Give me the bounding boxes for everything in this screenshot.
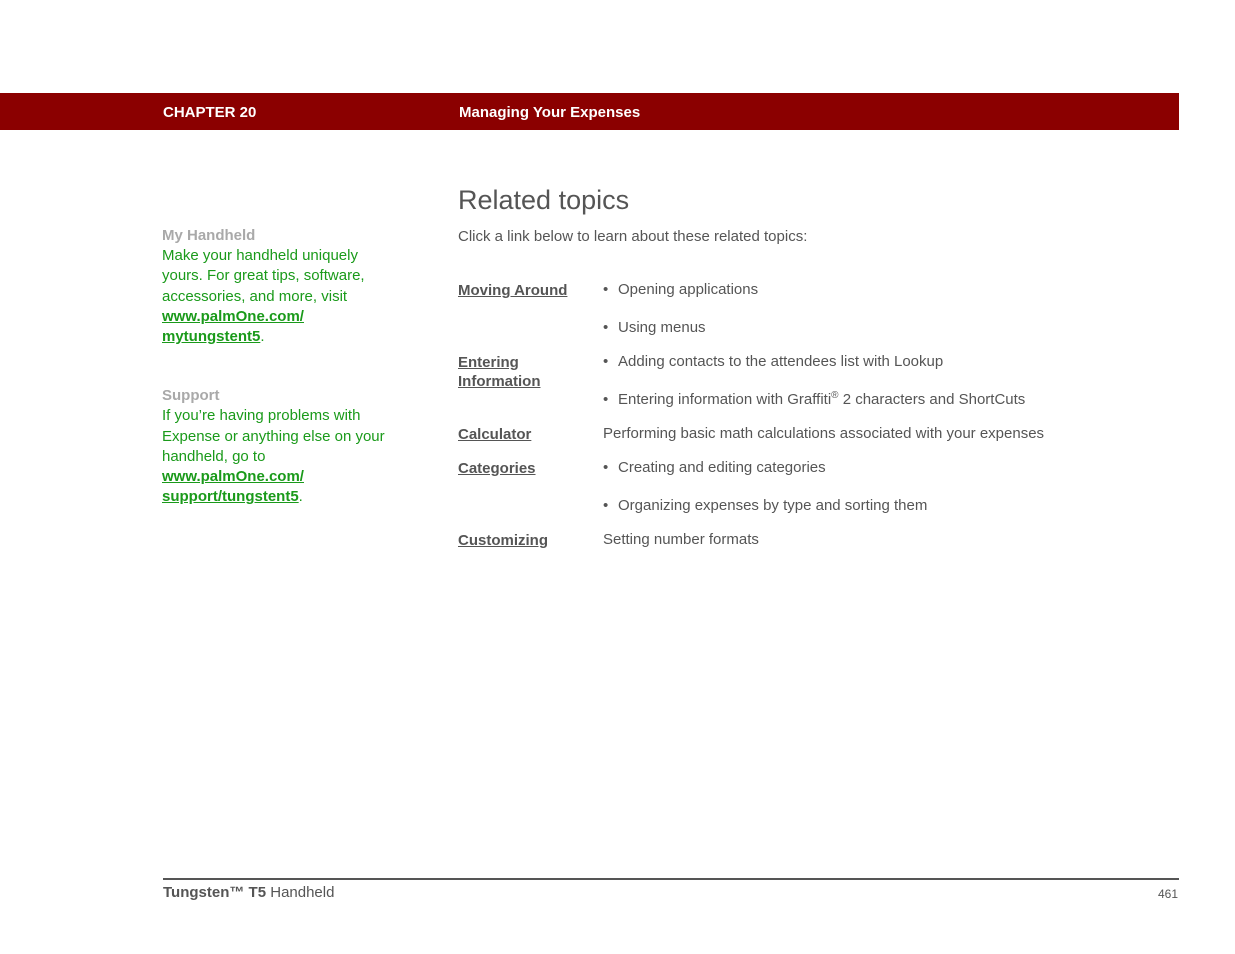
topic-item-text: Setting number formats xyxy=(603,531,759,548)
bullet: • xyxy=(603,353,609,370)
topic-item-text-after: 2 characters and ShortCuts xyxy=(838,391,1026,408)
topic-link-entering-information[interactable] xyxy=(458,353,541,391)
sidebar-body-my-handheld: Make your handheld uniquely yours. For great tips, software, accessories, and more, visit xyxy=(162,247,365,305)
topic-link-customizing[interactable]: Customizing xyxy=(458,532,548,549)
bullet: • xyxy=(603,459,609,476)
topic-item xyxy=(603,531,759,548)
sidebar-my-handheld xyxy=(162,226,392,347)
support-link-line1: www.palmOne.com/ xyxy=(162,468,304,486)
footer-divider xyxy=(163,878,1179,880)
footer-product-name: Tungsten™ T5 xyxy=(163,884,267,901)
registered-mark: ® xyxy=(831,390,839,401)
topic-item xyxy=(603,425,1044,442)
mytungstent5-link[interactable] xyxy=(162,308,304,345)
topic-link-calculator[interactable]: Calculator xyxy=(458,426,532,443)
topic-link-entering-line1: Entering xyxy=(458,354,519,371)
topic-item xyxy=(603,497,927,514)
mytungstent5-link-line2: mytungstent5 xyxy=(162,328,261,346)
mytungstent5-link-line1: www.palmOne.com/ xyxy=(162,307,304,325)
topic-link-categories[interactable]: Categories xyxy=(458,460,536,477)
sidebar-period: . xyxy=(260,328,265,346)
footer-product xyxy=(163,884,334,901)
support-link-line2: support/tungstent5 xyxy=(162,488,299,506)
bullet: • xyxy=(603,497,609,514)
chapter-number: CHAPTER 20 xyxy=(163,104,257,121)
support-tungstent5-link[interactable] xyxy=(162,468,304,505)
topic-item-text: Organizing expenses by type and sorting them xyxy=(618,497,928,514)
sidebar-period: . xyxy=(298,488,303,506)
topic-item-text: Adding contacts to the attendees list with Lookup xyxy=(618,353,944,370)
topic-item xyxy=(603,390,1025,408)
chapter-title: Managing Your Expenses xyxy=(459,104,641,121)
topic-item xyxy=(603,281,758,298)
topic-link-moving-around[interactable]: Moving Around xyxy=(458,282,568,299)
sidebar-text-my-handheld xyxy=(162,246,392,347)
bullet: • xyxy=(603,391,609,408)
bullet: • xyxy=(603,319,609,336)
sidebar xyxy=(162,226,392,507)
footer-product-suffix: Handheld xyxy=(266,884,335,901)
sidebar-text-support xyxy=(162,406,392,507)
topic-item-text: Opening applications xyxy=(618,281,759,298)
sidebar-heading-my-handheld: My Handheld xyxy=(162,227,256,244)
topic-item-text: Performing basic math calculations associated with your expenses xyxy=(603,425,1045,442)
bullet: • xyxy=(603,281,609,298)
sidebar-support xyxy=(162,386,392,507)
intro-text: Click a link below to learn about these related topics: xyxy=(458,228,808,245)
topic-item xyxy=(603,459,826,476)
page-title: Related topics xyxy=(458,185,630,215)
topic-item-text: Creating and editing categories xyxy=(618,459,826,476)
topic-item-text: Entering information with Graffiti xyxy=(618,391,832,408)
page-number: 461 xyxy=(1157,887,1178,901)
sidebar-heading-support: Support xyxy=(162,387,220,405)
topic-item-text: Using menus xyxy=(618,319,706,336)
sidebar-body-support: If you’re having problems with Expense or anything else on your handheld, go to xyxy=(162,407,385,465)
topic-item xyxy=(603,353,943,370)
topic-link-entering-line2: Information xyxy=(458,373,541,390)
topic-item xyxy=(603,319,706,336)
